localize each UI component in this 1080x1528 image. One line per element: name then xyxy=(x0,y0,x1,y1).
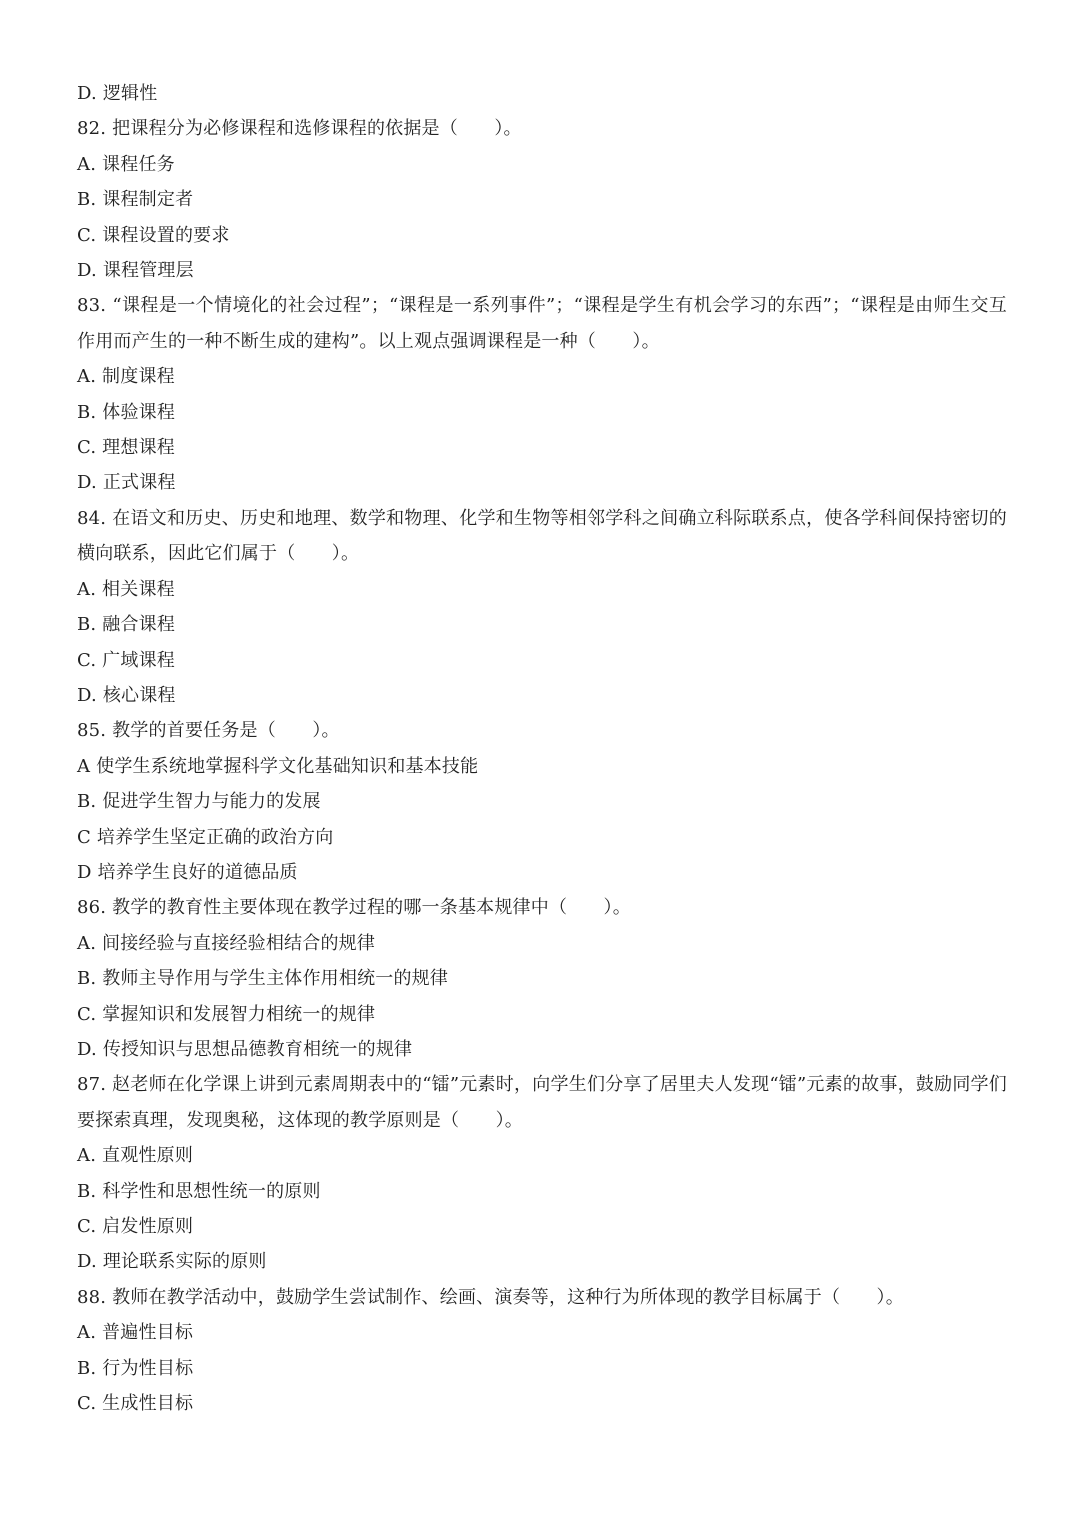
option-line: C. 课程设置的要求 xyxy=(77,224,230,246)
option-line: D. 理论联系实际的原则 xyxy=(77,1251,267,1273)
option-line: A. 直观性原则 xyxy=(77,1145,194,1167)
option-line: D. 课程管理层 xyxy=(77,260,194,282)
option-line: A. 普遍性目标 xyxy=(77,1322,194,1344)
option-line: B. 体验课程 xyxy=(77,401,176,423)
option-line: C. 理想课程 xyxy=(77,437,175,459)
option-line: D. 正式课程 xyxy=(77,472,176,494)
option-line: C. 生成性目标 xyxy=(77,1393,194,1415)
option-line: C. 启发性原则 xyxy=(77,1216,194,1237)
option-line: A. 制度课程 xyxy=(77,366,175,388)
option-line: D. 传授知识与思想品德教育相统一的规律 xyxy=(77,1038,413,1060)
option-line: D. 逻辑性 xyxy=(77,83,158,104)
option-line: C. 掌握知识和发展智力相统一的规律 xyxy=(77,1003,376,1025)
option-line: B. 教师主导作用与学生主体作用相统一的规律 xyxy=(77,968,449,990)
question-line: 87. 赵老师在化学课上讲到元素周期表中的“镭”元素时，向学生们分享了居里夫人发现“镭”元素的故事，鼓励同学们要探索真理，发现奥秘，这体现的教学原则是（ ）。 xyxy=(77,1074,1007,1131)
question-line: 84. 在语文和历史、历史和地理、数学和物理、化学和生物等相邻学科之间确立科际联系点，使各学科间保持密切的横向联系，因此它们属于（ ）。 xyxy=(77,507,1007,565)
option-line: B. 科学性和思想性统一的原则 xyxy=(77,1180,321,1202)
question-list xyxy=(77,76,1007,1421)
option-line: A. 课程任务 xyxy=(77,153,175,175)
question-line: 83. “课程是一个情境化的社会过程”；“课程是一系列事件”；“课程是学生有机会学习的东西”；“课程是由师生交互作用而产生的一种不断生成的建构”。以上观点强调课程是一种（ ）。 xyxy=(77,295,1007,352)
option-line: B. 课程制定者 xyxy=(77,189,194,211)
question-line: 88. 教师在教学活动中，鼓励学生尝试制作、绘画、演奏等，这种行为所体现的教学目标属于（ ）。 xyxy=(77,1286,904,1308)
option-line: B. 融合课程 xyxy=(77,614,176,636)
option-line: C 培养学生坚定正确的政治方向 xyxy=(77,826,334,848)
option-line: B. 促进学生智力与能力的发展 xyxy=(77,791,321,813)
option-line: B. 行为性目标 xyxy=(77,1357,194,1379)
option-line: D 培养学生良好的道德品质 xyxy=(77,861,298,883)
option-line: A. 间接经验与直接经验相结合的规律 xyxy=(77,932,376,954)
question-line: 82. 把课程分为必修课程和选修课程的依据是（ ）。 xyxy=(77,118,522,140)
question-line: 86. 教学的教育性主要体现在教学过程的哪一条基本规律中（ ）。 xyxy=(77,897,631,919)
option-line: C. 广域课程 xyxy=(77,649,175,671)
option-line: A 使学生系统地掌握科学文化基础知识和基本技能 xyxy=(77,755,479,777)
option-line: A. 相关课程 xyxy=(77,578,175,600)
question-line: 85. 教学的首要任务是（ ）。 xyxy=(77,720,340,742)
option-line: D. 核心课程 xyxy=(77,684,176,706)
